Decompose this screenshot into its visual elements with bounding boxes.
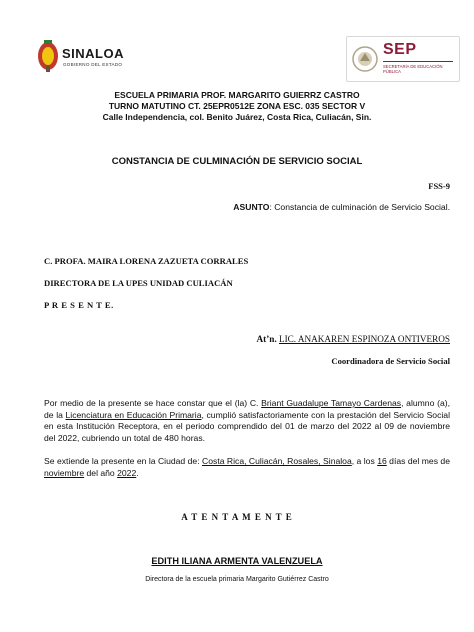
recipient-title: DIRECTORA DE LA UPES UNIDAD CULIACÁN — [44, 278, 233, 288]
mexico-eagle-icon — [351, 43, 379, 75]
sinaloa-logo — [36, 36, 156, 76]
asunto-label: ASUNTO — [233, 202, 270, 212]
paragraph-issuance — [44, 456, 450, 479]
sep-logo-subtitle: SECRETARÍA DE EDUCACIÓN PÚBLICA — [383, 64, 443, 74]
issue-year: 2022 — [117, 467, 137, 478]
issue-day: 16 — [377, 456, 387, 466]
paragraph1-text-2: , alumno (a), de la — [44, 398, 450, 420]
paragraph1-text-1: Por medio de la presente se hace constar que el (la) C. — [44, 398, 262, 408]
signer-name: EDITH ILIANA ARMENTA VALENZUELA — [151, 556, 323, 566]
asunto-text: : Constancia de culminación de Servicio Social. — [269, 202, 450, 212]
closing-salutation: A T E N T A M E N T E — [181, 512, 293, 522]
attn-role: Coordinadora de Servicio Social — [331, 356, 450, 366]
sinaloa-logo-name: SINALOA — [62, 46, 124, 61]
document-title: CONSTANCIA DE CULMINACIÓN DE SERVICIO SOCIAL — [111, 156, 363, 167]
sep-logo — [346, 36, 460, 82]
paragraph1-text-3: , cumplió satisfactoriamente con la prestación del Servicio Social en esta Institución Receptora, en el periodo comprendido del 01 de marzo del 2022 al 09 de noviembre del 2022, cubriendo un total de 480 horas. — [44, 409, 450, 443]
school-name: ESCUELA PRIMARIA PROF. MARGARITO GUIERRZ CASTRO — [114, 90, 360, 100]
document-code: FSS-9 — [428, 181, 450, 191]
paragraph2-text-1: Se extiende la presente en la Ciudad de: — [44, 456, 203, 466]
signer-role: Directora de la escuela primaria Margarito Gutiérrez Castro — [145, 576, 329, 583]
sep-logo-name: SEP — [383, 41, 417, 58]
school-address: Calle Independencia, col. Benito Juárez, Costa Rica, Culiacán, Sin. — [102, 112, 372, 122]
attn-prefix: At’n. — [256, 334, 279, 344]
student-name: Briant Guadalupe Tamayo Cardenas — [261, 398, 402, 408]
recipient-name: C. PROFA. MAIRA LORENA ZAZUETA CORRALES — [44, 256, 249, 266]
attn-name: LIC. ANAKAREN ESPINOZA ONTIVEROS — [279, 334, 450, 344]
attn-line — [160, 334, 450, 344]
school-shift: TURNO MATUTINO CT. 25EPR0512E ZONA ESC. 035 SECTOR V — [108, 101, 366, 111]
sinaloa-logo-subtitle: GOBIERNO DEL ESTADO — [63, 62, 123, 67]
paragraph2-text-3: días del mes de — [386, 456, 450, 466]
issue-month: noviembre — [44, 467, 85, 478]
program-name: Licenciatura en Educación Primaria — [65, 409, 202, 420]
issue-city: Costa Rica, Culiacán, Rosales, Sinaloa — [202, 456, 352, 466]
paragraph2-text-4: del año — [84, 467, 118, 478]
paragraph2-text-2: , a los — [351, 456, 378, 466]
asunto-line — [120, 202, 450, 212]
paragraph-certification — [44, 398, 450, 444]
sep-logo-divider — [383, 61, 453, 62]
presente-line: P R E S E N T E. — [44, 300, 114, 310]
paragraph2-text-5: . — [136, 467, 139, 478]
